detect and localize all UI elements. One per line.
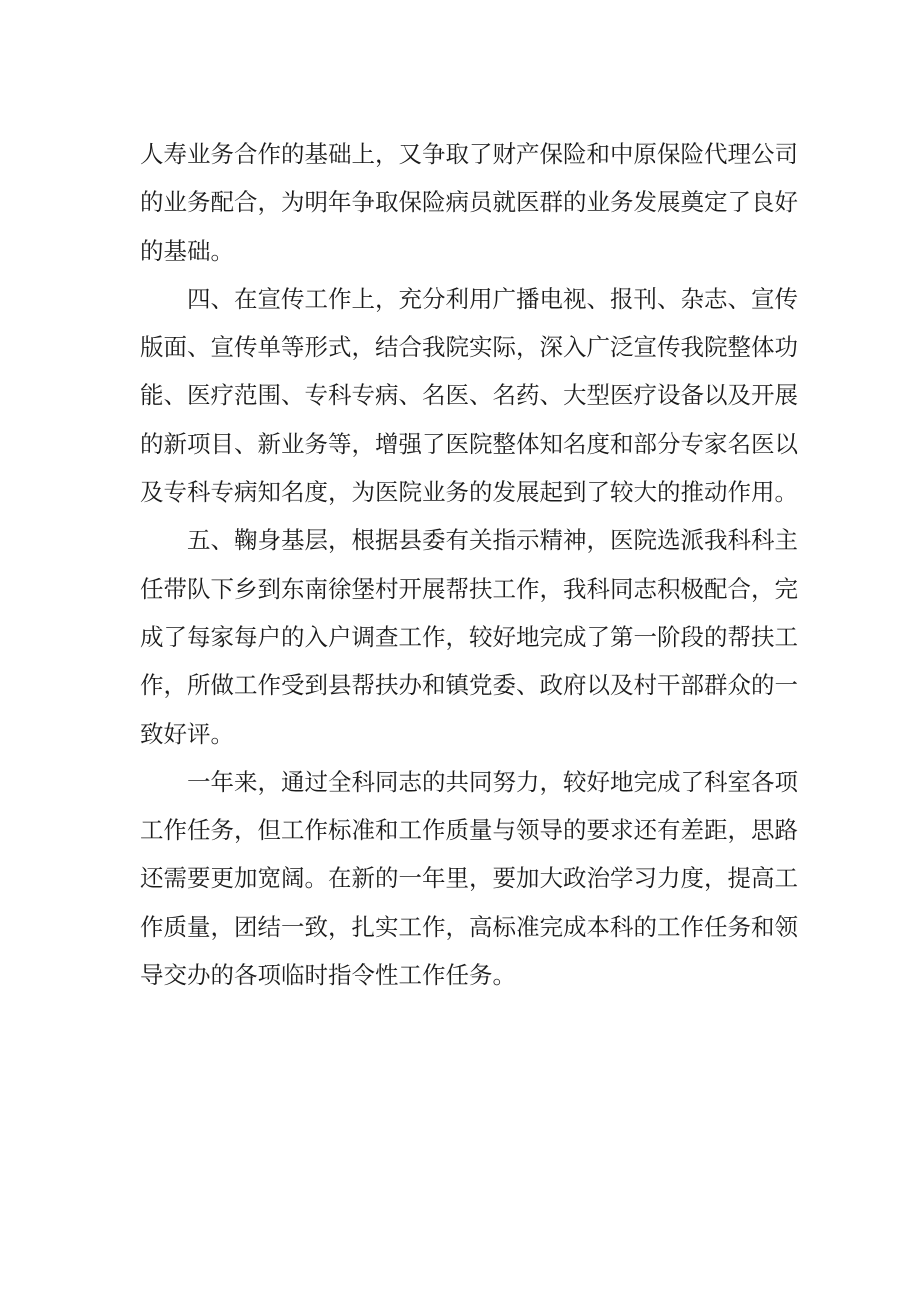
paragraph-summary bbox=[140, 758, 798, 999]
text-line: 一年来，通过全科同志的共同努力，较好地完成了科室各项 bbox=[187, 767, 798, 796]
paragraph-publicity bbox=[140, 275, 798, 516]
text-line: 的业务配合，为明年争取保险病员就医群的业务发展奠定了良好 bbox=[140, 188, 798, 217]
text-line: 及专科专病知名度，为医院业务的发展起到了较大的推动作用。 bbox=[140, 478, 798, 507]
text-line: 能、医疗范围、专科专病、名医、名药、大型医疗设备以及开展 bbox=[140, 381, 798, 410]
text-line: 五、鞠身基层，根据县委有关指示精神，医院选派我科科主 bbox=[187, 526, 798, 555]
text-line: 版面、宣传单等形式，结合我院实际，深入广泛宣传我院整体功 bbox=[140, 333, 798, 362]
text-line: 还需要更加宽阔。在新的一年里，要加大政治学习力度，提高工 bbox=[140, 864, 798, 893]
text-line: 作，所做工作受到县帮扶办和镇党委、政府以及村干部群众的一 bbox=[140, 671, 798, 700]
text-line: 导交办的各项临时指令性工作任务。 bbox=[140, 961, 516, 990]
text-line: 人寿业务合作的基础上，又争取了财产保险和中原保险代理公司 bbox=[140, 140, 798, 168]
text-line: 致好评。 bbox=[140, 719, 234, 748]
text-line: 的基础。 bbox=[140, 236, 234, 265]
paragraph-continuation bbox=[140, 130, 798, 275]
paragraph-grassroots bbox=[140, 516, 798, 757]
text-line: 成了每家每户的入户调查工作，较好地完成了第一阶段的帮扶工 bbox=[140, 622, 798, 651]
document-body bbox=[140, 130, 798, 999]
text-line: 四、在宣传工作上，充分利用广播电视、报刊、杂志、宣传 bbox=[187, 284, 798, 313]
text-line: 作质量，团结一致，扎实工作，高标准完成本科的工作任务和领 bbox=[140, 912, 798, 941]
text-line: 的新项目、新业务等，增强了医院整体知名度和部分专家名医以 bbox=[140, 429, 798, 458]
text-line: 任带队下乡到东南徐堡村开展帮扶工作，我科同志积极配合，完 bbox=[140, 574, 798, 603]
text-line: 工作任务，但工作标准和工作质量与领导的要求还有差距，思路 bbox=[140, 816, 798, 845]
